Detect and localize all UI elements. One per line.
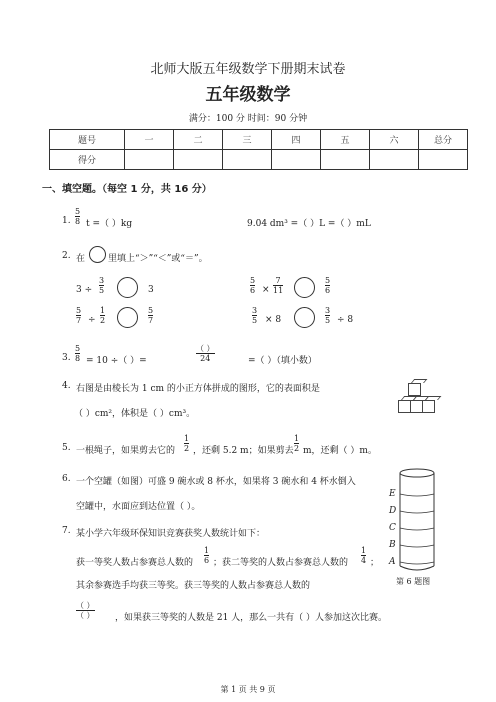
q4-line2: （ ）cm²，体积是（ ）cm³。 xyxy=(74,409,196,419)
q2-c4-operator: × 8 xyxy=(265,315,282,325)
q7-number: 7. xyxy=(62,526,71,536)
frac-den: 4 xyxy=(361,556,367,565)
q7-fraction-blank xyxy=(76,601,95,620)
score-header-cell: 题号 xyxy=(50,130,125,150)
q5-text-b: ，还剩 5.2 m；如果剪去 xyxy=(193,446,294,456)
q5-number: 5. xyxy=(62,443,71,453)
q2-c1-fraction xyxy=(99,276,104,295)
frac-den: 2 xyxy=(294,444,300,453)
q2-text-post: 里填上“＞”“＜”或“＝”。 xyxy=(108,254,208,264)
frac-num: 7 xyxy=(275,276,281,285)
score-header-cell: 一 xyxy=(125,130,174,150)
frac-num: 5 xyxy=(76,306,82,315)
cube-top xyxy=(408,383,421,396)
can-label: D xyxy=(389,506,397,516)
score-header-cell: 四 xyxy=(272,130,321,150)
q2-c2-fraction-2 xyxy=(273,276,283,295)
figure-caption: 第 6 题图 xyxy=(396,577,431,586)
section-heading: 一、填空题。（每空 1 分，共 16 分） xyxy=(42,184,212,195)
q2-c3-fraction-1 xyxy=(76,306,81,325)
q2-text-pre: 在 xyxy=(76,254,86,264)
q3-text-b: =（ ）（填小数） xyxy=(248,356,317,366)
q2-c4-fraction-2 xyxy=(325,306,330,325)
q4-line1: 右图是由棱长为 1 cm 的小正方体拼成的图形，它的表面积是 xyxy=(76,384,320,394)
q7-fraction-1 xyxy=(204,546,209,565)
q7-fraction-2 xyxy=(361,546,366,565)
frac-den: 8 xyxy=(75,354,81,363)
q3-number: 3. xyxy=(62,353,71,363)
score-header-cell: 总分 xyxy=(419,130,468,150)
can-label: C xyxy=(389,523,396,533)
q3-text-a: = 10 ÷（ ）= xyxy=(86,356,147,366)
score-table xyxy=(49,129,468,170)
score-cell[interactable] xyxy=(370,150,419,170)
frac-den: 7 xyxy=(148,316,154,325)
frac-den: 11 xyxy=(273,286,284,295)
frac-den: 7 xyxy=(76,316,82,325)
q3-fraction xyxy=(75,344,80,363)
frac-num: 5 xyxy=(325,276,331,285)
score-cell[interactable] xyxy=(419,150,468,170)
score-header-cell: 六 xyxy=(370,130,419,150)
q7-line2c: ； xyxy=(370,558,380,568)
q2-c3-fraction-2 xyxy=(100,306,105,325)
q7-line2a: 获一等奖人数占参赛总人数的 xyxy=(76,558,194,568)
q2-c2-operator: × xyxy=(262,285,270,295)
cubes-figure xyxy=(398,378,438,420)
frac-den: 6 xyxy=(204,556,210,565)
frac-den: 24 xyxy=(196,353,215,363)
can-label: B xyxy=(389,540,396,550)
q6-number: 6. xyxy=(62,474,71,484)
q2-c3-answer-circle[interactable] xyxy=(117,307,138,328)
frac-den: 5 xyxy=(99,286,105,295)
q2-c1-answer-circle[interactable] xyxy=(117,277,138,298)
score-table-score-row xyxy=(50,150,468,170)
q1-number: 1. xyxy=(62,216,71,226)
q2-c1-left: 3 ÷ xyxy=(76,285,93,295)
score-cell[interactable] xyxy=(125,150,174,170)
q7-line3: 其余参赛选手均获三等奖。获三等奖的人数占参赛总人数的 xyxy=(76,581,311,591)
frac-num: 3 xyxy=(252,306,258,315)
q2-c3-operator: ÷ xyxy=(88,315,96,325)
q5-fraction-2 xyxy=(294,434,299,453)
frac-den: 5 xyxy=(325,316,331,325)
q7-line4: ，如果获三等奖的人数是 21 人，那么一共有（ ）人参加这次比赛。 xyxy=(115,613,388,623)
score-cell[interactable] xyxy=(321,150,370,170)
frac-den: 5 xyxy=(252,316,258,325)
q2-c3-fraction-3 xyxy=(148,306,153,325)
q2-c2-fraction-3 xyxy=(325,276,330,295)
q2-c4-answer-circle[interactable] xyxy=(294,307,315,328)
frac-num: 5 xyxy=(148,306,154,315)
frac-den: 2 xyxy=(100,316,106,325)
q7-line2b: ；获二等奖的人数占参赛总人数的 xyxy=(213,558,349,568)
can-label: A xyxy=(389,557,396,567)
q5-fraction-1 xyxy=(184,434,189,453)
q1-text-a: t =（ ）kg xyxy=(86,219,133,229)
q2-example-circle xyxy=(89,246,106,263)
frac-num: 3 xyxy=(325,306,331,315)
q6-line2: 空罐中，水面应到达位置（ ）。 xyxy=(76,502,201,512)
frac-den: （ ） xyxy=(76,611,95,620)
score-header-cell: 三 xyxy=(223,130,272,150)
score-header-cell: 五 xyxy=(321,130,370,150)
q2-c2-answer-circle[interactable] xyxy=(294,277,315,298)
q2-c4-right: ÷ 8 xyxy=(337,315,354,325)
q1-frac-num: 5 xyxy=(75,207,81,216)
frac-num: 1 xyxy=(294,434,300,443)
frac-num: 1 xyxy=(361,546,367,555)
frac-num: （ ） xyxy=(196,344,215,353)
q1-frac-den: 8 xyxy=(75,217,81,226)
score-time: 满分：100 分 时间：90 分钟 xyxy=(188,114,308,124)
q2-c1-right: 3 xyxy=(148,285,154,295)
frac-num: 5 xyxy=(75,344,81,353)
score-cell[interactable] xyxy=(174,150,223,170)
q5-text-c: m，还剩（ ）m。 xyxy=(303,446,377,456)
score-table-header-row xyxy=(50,130,468,150)
page-number: 第 1 页 共 9 页 xyxy=(220,685,276,694)
q5-text-a: 一根绳子，如果剪去它的 xyxy=(76,446,176,456)
q2-c2-fraction-1 xyxy=(250,276,255,295)
frac-num: 5 xyxy=(250,276,256,285)
score-header-cell: 二 xyxy=(174,130,223,150)
q2-number: 2. xyxy=(62,251,71,261)
frac-den: 2 xyxy=(184,444,190,453)
frac-num: 1 xyxy=(204,546,210,555)
cube-bottom-right xyxy=(422,400,435,413)
can-label: E xyxy=(389,489,396,499)
q2-c4-fraction-1 xyxy=(252,306,257,325)
frac-num: （ ） xyxy=(76,601,95,610)
doc-subtitle: 北师大版五年级数学下册期末试卷 xyxy=(150,62,346,77)
frac-den: 6 xyxy=(325,286,331,295)
page-title: 五年级数学 xyxy=(205,85,291,105)
frac-num: 1 xyxy=(100,306,106,315)
q6-line1: 一个空罐（如图）可盛 9 碗水或 8 杯水，如果将 3 碗水和 4 杯水倒入 xyxy=(76,477,356,487)
score-cell[interactable] xyxy=(272,150,321,170)
q1-fraction xyxy=(75,207,80,226)
frac-num: 1 xyxy=(184,434,190,443)
score-row-label: 得分 xyxy=(50,150,125,170)
q7-line1: 某小学六年级环保知识竞赛获奖人数统计如下： xyxy=(76,529,266,539)
frac-den: 6 xyxy=(250,286,256,295)
q4-number: 4. xyxy=(62,381,71,391)
score-cell[interactable] xyxy=(223,150,272,170)
frac-num: 3 xyxy=(99,276,105,285)
q3-fraction-blank xyxy=(196,344,215,363)
q1-text-b: 9.04 dm³ =（ ）L =（ ）mL xyxy=(247,219,371,229)
